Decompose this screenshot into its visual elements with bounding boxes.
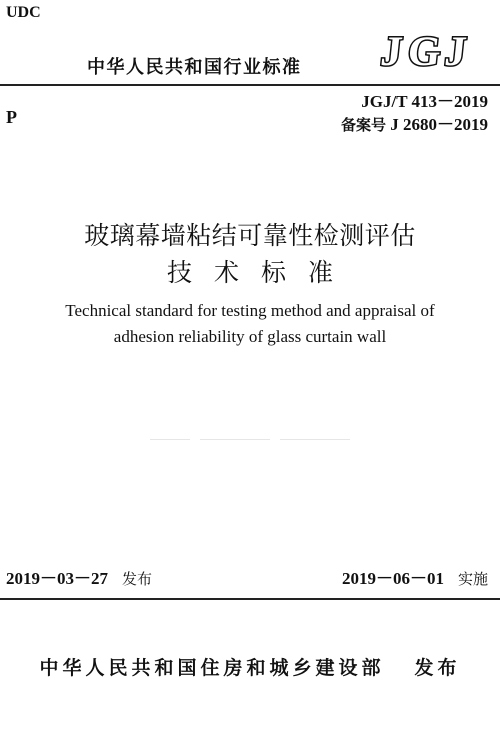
record-number: J 2680－2019: [390, 115, 488, 134]
top-rule: [0, 84, 500, 86]
record-label: 备案号: [340, 116, 386, 134]
issue-date-block: [6, 564, 152, 589]
faint-divider: [280, 439, 350, 440]
effective-date-block: [342, 564, 488, 589]
logo-letter: J: [378, 29, 405, 75]
category-code: P: [6, 107, 17, 127]
logo-letter: J: [442, 29, 469, 75]
issuer-name: 中华人民共和国住房和城乡建设部: [39, 657, 385, 679]
udc-label: UDC: [6, 4, 41, 21]
effective-date: 2019－06－01: [341, 569, 444, 588]
faint-divider: [150, 439, 190, 440]
issuer-block: [0, 653, 500, 680]
title-english: [0, 298, 500, 350]
standard-number: JGJ/T 413－2019: [361, 92, 488, 111]
jgj-logo: [376, 30, 471, 74]
effective-verb: 实施: [457, 570, 488, 588]
record-number-line: [341, 113, 488, 137]
title-english-line2: adhesion reliability of glass curtain wall: [113, 327, 387, 346]
bottom-rule: [0, 598, 500, 600]
logo-letter: G: [405, 29, 444, 75]
issue-verb: 发布: [122, 570, 153, 588]
title-chinese: 玻璃幕墙粘结可靠性检测评估: [84, 221, 416, 250]
industry-standard-label: 中华人民共和国行业标准: [87, 57, 302, 78]
standard-number-block: [341, 90, 488, 137]
subtitle-chinese: 技术标准: [166, 258, 355, 287]
faint-divider: [200, 439, 270, 440]
title-english-line1: Technical standard for testing method and appraisal of: [65, 301, 435, 320]
issue-date: 2019－03－27: [6, 569, 108, 588]
issuer-verb: 发布: [414, 657, 461, 679]
